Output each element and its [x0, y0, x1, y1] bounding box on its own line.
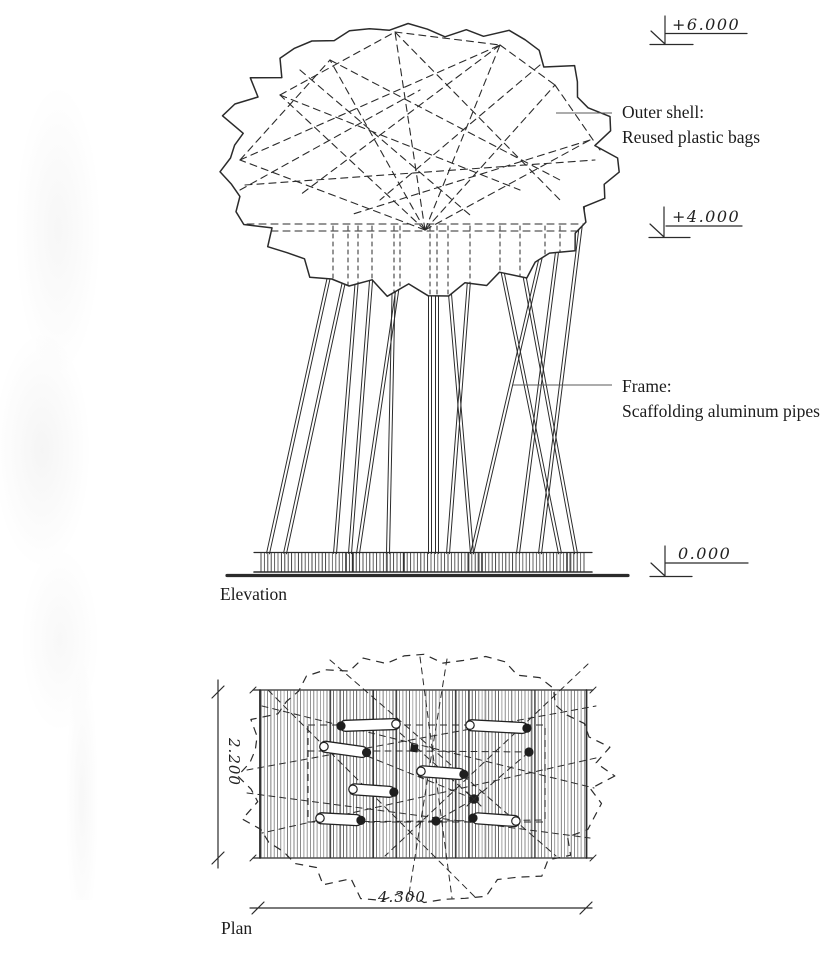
level-marker-middle: [649, 207, 742, 238]
node-dot: [431, 816, 440, 825]
pipe-coupler: [416, 765, 468, 780]
plan-dim-height: [212, 680, 243, 868]
drawing-linework: [220, 24, 628, 903]
callout-frame-line2: Scaffolding aluminum pipes: [622, 401, 820, 421]
base-platform: [254, 553, 592, 573]
pipe-coupler: [316, 812, 366, 826]
dimension-line: [212, 680, 224, 868]
node-square: [410, 744, 418, 752]
plan-title: Plan: [221, 918, 253, 938]
level-value-top: +6.000: [672, 15, 741, 34]
level-value-ground: 0.000: [678, 544, 732, 563]
callout-outer-shell-line1: Outer shell:: [622, 102, 705, 122]
node-dot: [524, 747, 533, 756]
pipe-coupler: [336, 718, 400, 731]
dim-width-value: 4.300: [378, 888, 426, 906]
pipe-coupler: [348, 783, 398, 797]
callout-frame-line1: Frame:: [622, 376, 672, 396]
level-value-middle: +4.000: [672, 207, 741, 226]
elevation-title: Elevation: [220, 584, 288, 604]
plan-pipe-projections: [247, 657, 596, 900]
plan-dim-width: [250, 888, 592, 914]
elevation-canopy-outline: [220, 24, 619, 297]
plan-pipe-couplers: [316, 718, 532, 826]
level-marker-ground: [650, 544, 748, 577]
dim-height-value: 2.200: [225, 738, 243, 786]
level-marker-top: [650, 15, 747, 45]
callout-outer-shell-line2: Reused plastic bags: [622, 127, 761, 147]
